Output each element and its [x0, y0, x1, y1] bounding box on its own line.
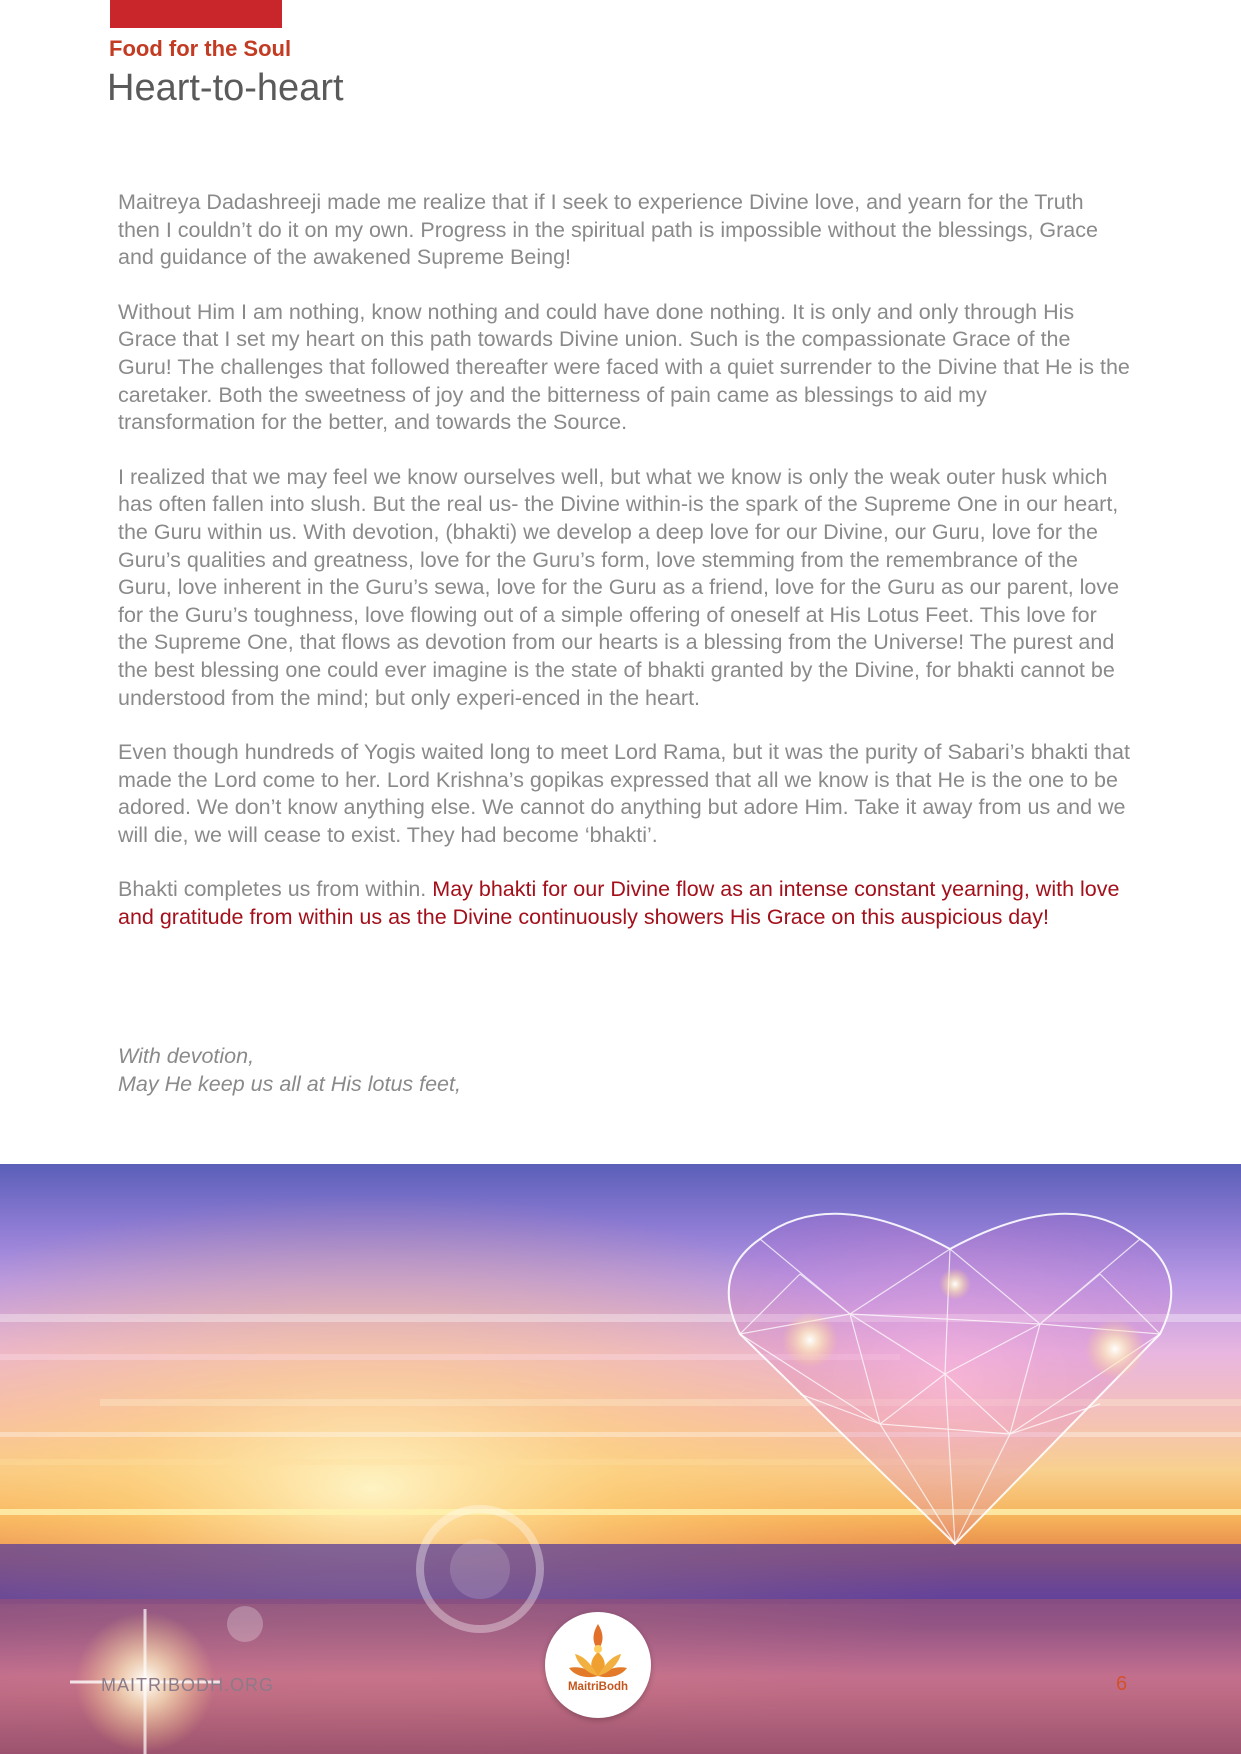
header-accent-bar — [110, 0, 282, 28]
signoff — [118, 1042, 461, 1098]
closing-paragraph — [118, 876, 1130, 931]
maitribodh-logo — [545, 1612, 651, 1718]
paragraph-4: Even though hundreds of Yogis waited long to meet Lord Rama, but it was the purity of Sabari’s bhakti that made the Lord come to her. Lord Krishna’s gopikas expressed that all we know is that He is the one to be adored. We don’t know anything else. We cannot do anything but adore Him. Take it away from us and we will die, we will cease to exist. They had become ‘bhakti’. — [118, 740, 1130, 847]
paragraph-2: Without Him I am nothing, know nothing and could have done nothing. It is only and only through His Grace that I set my heart on this path towards Divine union. Such is the compassionate Grace of the Guru! The challenges that followed thereafter were faced with a quiet surrender to the Divine that He is the caretaker. Both the sweetness of joy and the bitterness of pain came as blessings to aid my transformation for the better, and towards the Source. — [118, 299, 1130, 435]
article-body — [118, 189, 1130, 959]
paragraph-3: I realized that we may feel we know ourselves well, but what we know is only the weak outer husk which has often fallen into slush. But the real us- the Divine within-is the spark of the Supreme One in our heart, the Guru within us. With devotion, (bhakti) we develop a deep love for our Divine, our Guru, love for the Guru’s qualities and greatness, love for the Guru’s form, love stemming from the remembrance of the Guru, love inherent in the Guru’s sewa, love for the Guru as a friend, love for the Guru as our parent, love for the Guru’s toughness, love flowing out of a simple offering of oneself at His Lotus Feet. This love for the Supreme One, that flows as devotion from our hearts is a blessing from the Universe! The purest and the best blessing one could ever imagine is the state of bhakti granted by the Divine, for bhakti cannot be understood from the mind; but only experi-enced in the heart. — [118, 464, 1120, 710]
logo-text: MaitriBodh — [567, 1681, 629, 1693]
lotus-flame-icon — [545, 1612, 651, 1718]
section-label: Food for the Soul — [109, 36, 292, 61]
signoff-line-2: May He keep us all at His lotus feet, — [118, 1072, 461, 1096]
closing-plain-text: Bhakti completes us from within. — [118, 877, 427, 902]
signoff-line-1: With devotion, — [118, 1044, 255, 1068]
paragraph-1: Maitreya Dadashreeji made me realize that if I seek to experience Divine love, and yearn for the Truth then I couldn’t do it on my own. Progress in the spiritual path is impossible without the blessings, Grace and guidance of the awakened Supreme Being! — [118, 190, 1098, 270]
page-title: Heart-to-heart — [107, 67, 344, 109]
footer-site-url[interactable]: MAITRIBODH.ORG — [101, 1675, 275, 1695]
closing-highlight-text: May bhakti for our Divine flow as an intense constant yearning, with love and gratitude from within us as the Divine continuously showers His Grace on this auspicious day! — [118, 877, 1120, 930]
page-number: 6 — [1116, 1673, 1128, 1695]
